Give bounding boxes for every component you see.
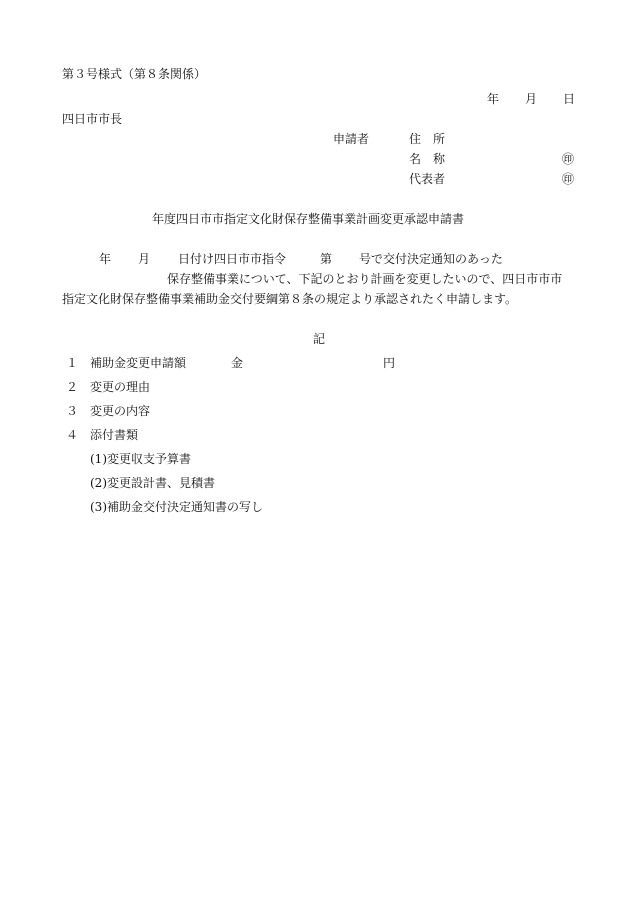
name-label: 名 称	[409, 152, 446, 166]
body-no-suffix: 号で交付決定通知のあった	[359, 252, 503, 266]
date-year: 年	[487, 92, 500, 106]
date-day: 日	[563, 92, 576, 106]
date-month: 月	[525, 92, 538, 106]
body-month: 月	[138, 252, 151, 266]
document-title: 年度四日市市指定文化財保存整備事業計画変更承認申請書	[152, 212, 465, 226]
item-number: ３	[66, 404, 79, 418]
attachment-item: (2)変更設計書、見積書	[90, 476, 215, 490]
representative-label: 代表者	[409, 172, 446, 186]
body-line-2: 保存整備事業について、下記のとおり計画を変更したいので、四日市市市	[167, 272, 563, 286]
name-seal: ㊞	[562, 152, 575, 166]
form-label: 第３号様式（第８条関係）	[62, 67, 207, 81]
amount-prefix: 金	[231, 356, 244, 370]
body-line-3: 指定文化財保存整備事業補助金交付要綱第８条の規定より承認されたく申請します。	[62, 292, 518, 306]
item-label: 補助金変更申請額	[90, 356, 187, 370]
amount-suffix: 円	[383, 356, 396, 370]
attachment-item: (1)変更収支予算書	[90, 452, 191, 466]
item-label: 添付書類	[90, 428, 139, 442]
ki-heading: 記	[313, 332, 326, 346]
item-label: 変更の内容	[90, 404, 151, 418]
body-no-prefix: 第	[320, 252, 333, 266]
item-number: １	[66, 356, 79, 370]
representative-seal: ㊞	[562, 172, 575, 186]
addressee: 四日市市長	[62, 112, 123, 126]
address-label: 住 所	[409, 132, 446, 146]
body-dated: 日付け四日市市指令	[178, 252, 287, 266]
item-number: ４	[66, 428, 79, 442]
applicant-label: 申請者	[333, 132, 370, 146]
item-number: ２	[66, 380, 79, 394]
item-label: 変更の理由	[90, 380, 151, 394]
attachment-item: (3)補助金交付決定通知書の写し	[90, 500, 263, 514]
body-year: 年	[99, 252, 112, 266]
